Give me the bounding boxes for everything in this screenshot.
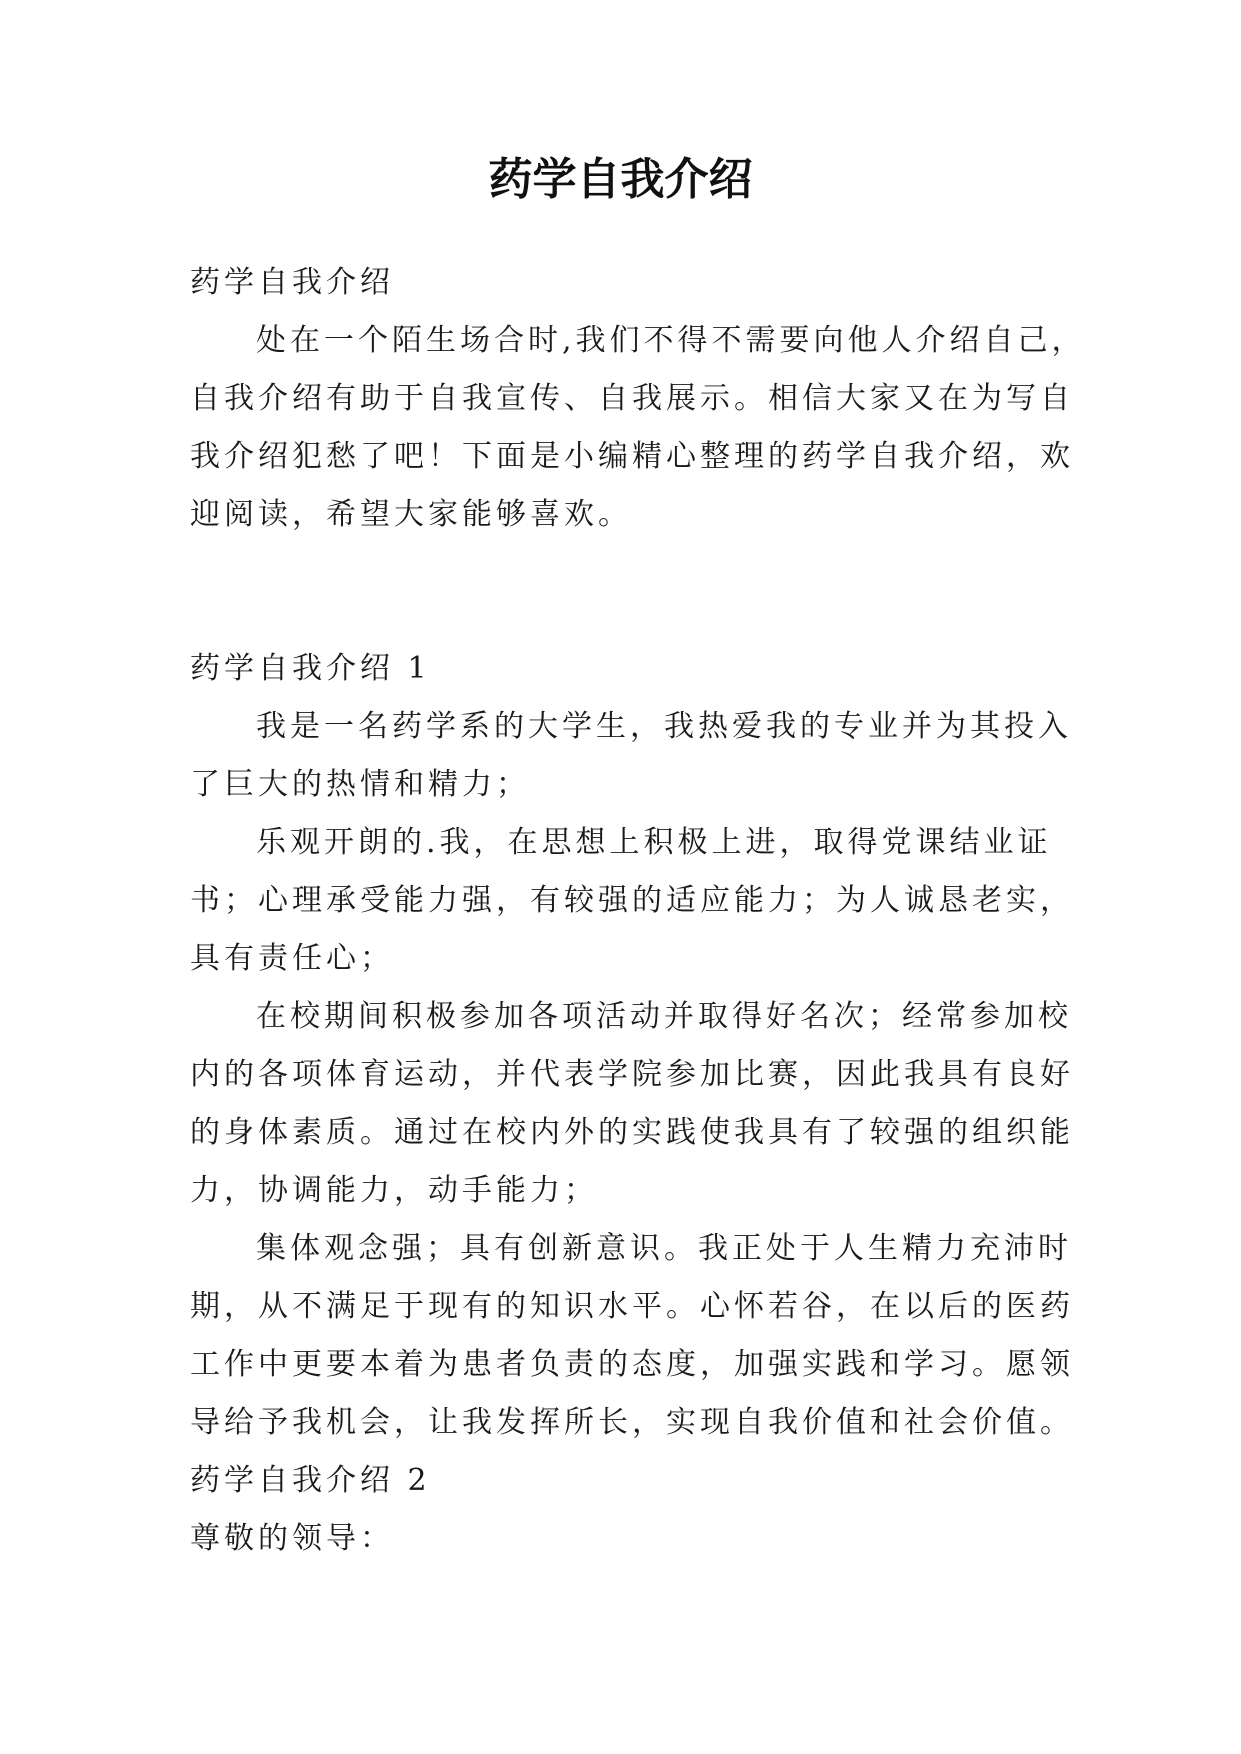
- intro-block: [190, 254, 1086, 544]
- paragraph-line: 工作中更要本着为患者负责的态度，加强实践和学习。愿领: [190, 1347, 1074, 1382]
- section-2-heading: 药学自我介绍 2: [190, 1463, 431, 1498]
- paragraph-line: 内的各项体育运动，并代表学院参加比赛，因此我具有良好: [190, 1057, 1074, 1092]
- paragraph-line: 处在一个陌生场合时,我们不得不需要向他人介绍自己，: [256, 323, 1086, 358]
- paragraph-line: 力，协调能力，动手能力；: [190, 1173, 598, 1208]
- paragraph-line: 集体观念强；具有创新意识。我正处于人生精力充沛时: [256, 1231, 1072, 1266]
- paragraph-line: 乐观开朗的.我，在思想上积极上进，取得党课结业证: [256, 825, 1052, 860]
- section-2-greeting: 尊敬的领导：: [190, 1521, 394, 1556]
- paragraph-line: 期，从不满足于现有的知识水平。心怀若谷，在以后的医药: [190, 1289, 1074, 1324]
- paragraph-line: 我是一名药学系的大学生，我热爱我的专业并为其投入: [256, 709, 1072, 744]
- document-title: 药学自我介绍: [488, 154, 753, 205]
- paragraph-line: 的身体素质。通过在校内外的实践使我具有了较强的组织能: [190, 1115, 1074, 1150]
- paragraph-line: 导给予我机会，让我发挥所长，实现自我价值和社会价值。: [190, 1405, 1074, 1440]
- paragraph-line: 自我介绍有助于自我宣传、自我展示。相信大家又在为写自: [190, 381, 1074, 416]
- paragraph-line: 在校期间积极参加各项活动并取得好名次；经常参加校: [256, 999, 1072, 1034]
- paragraph-line: 我介绍犯愁了吧！下面是小编精心整理的药学自我介绍，欢: [190, 439, 1074, 474]
- intro-heading: 药学自我介绍: [190, 265, 394, 300]
- section-1-block: [190, 640, 1074, 1568]
- paragraph-line: 书；心理承受能力强，有较强的适应能力；为人诚恳老实，: [190, 883, 1074, 918]
- paragraph-line: 具有责任心；: [190, 941, 394, 976]
- section-1-heading: 药学自我介绍 1: [190, 651, 431, 686]
- paragraph-line: 迎阅读，希望大家能够喜欢。: [190, 497, 632, 532]
- paragraph-line: 了巨大的热情和精力；: [190, 767, 530, 802]
